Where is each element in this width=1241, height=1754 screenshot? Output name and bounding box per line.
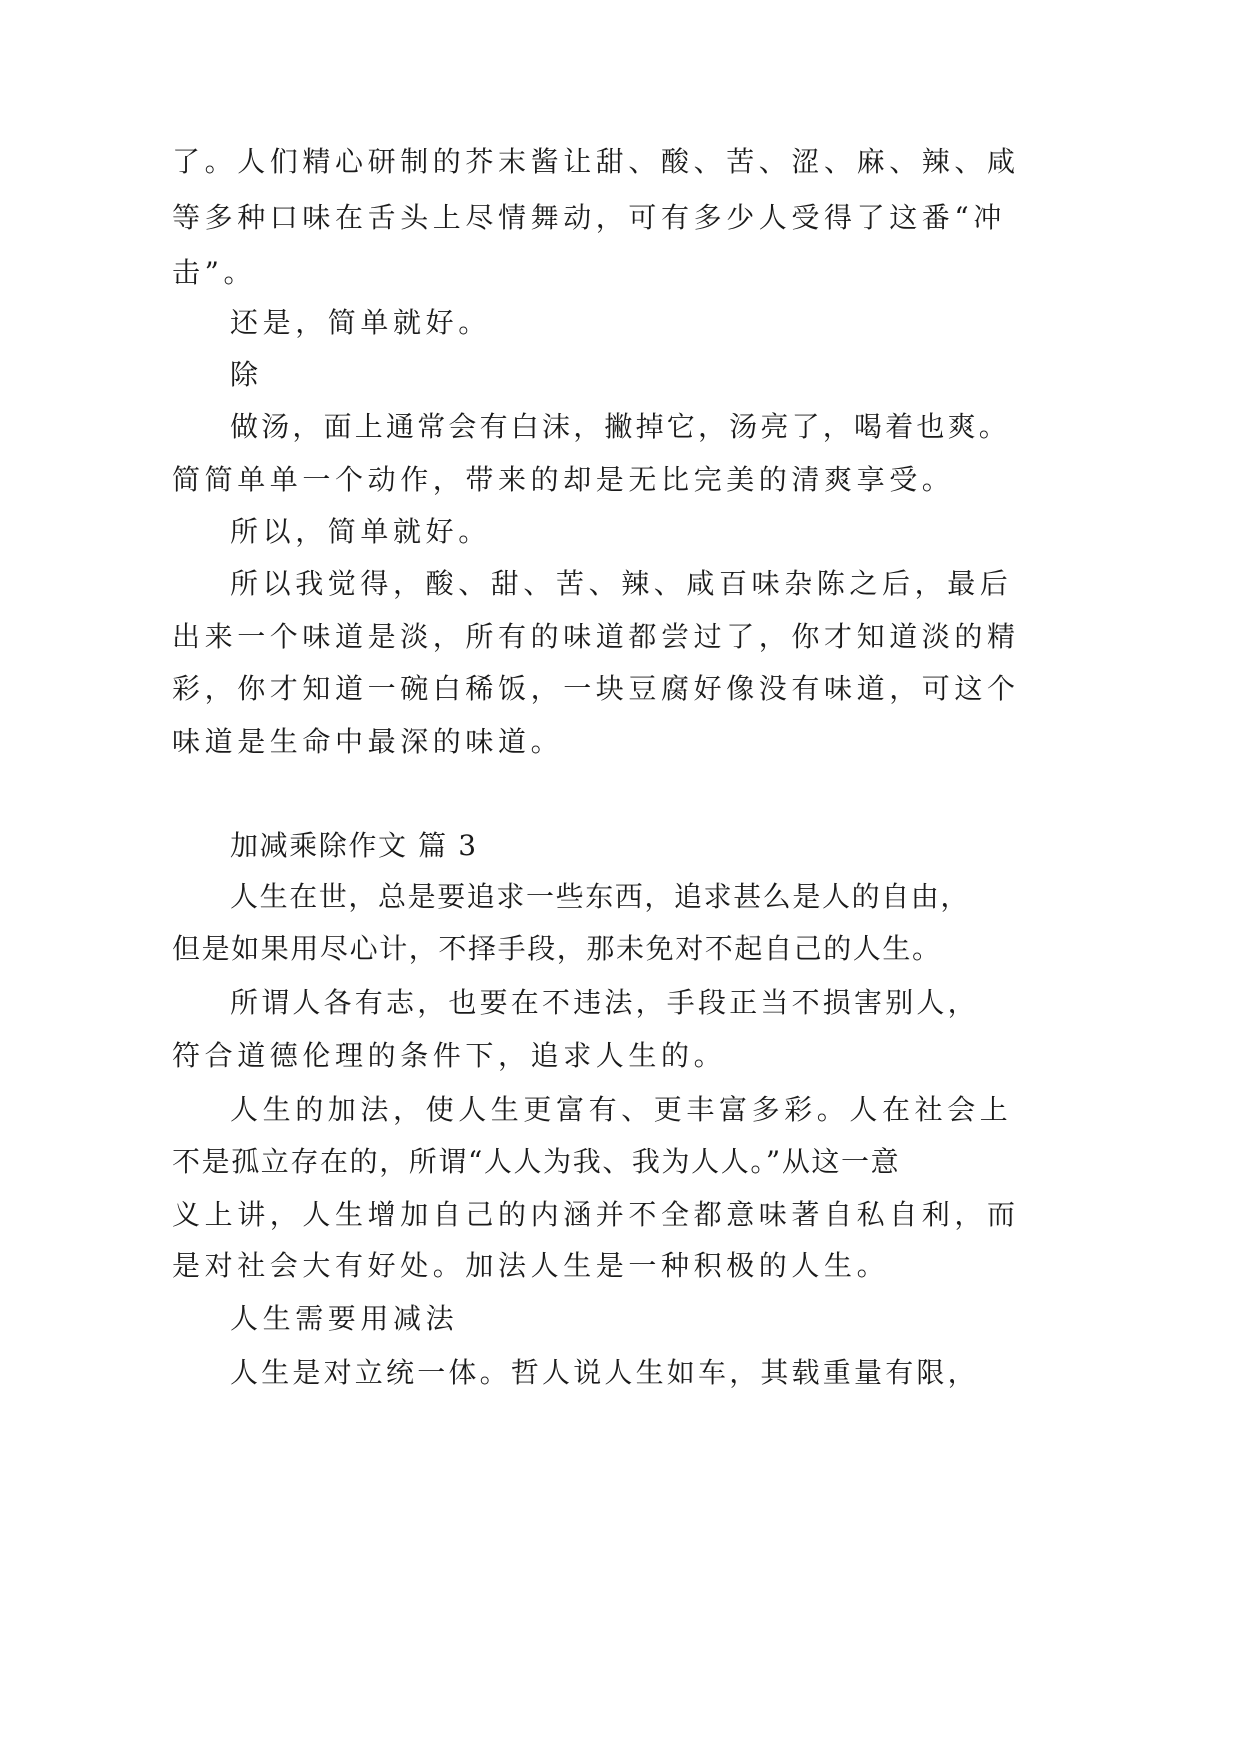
text-line: 人生的加法，使人生更富有、更丰富多彩。人在社会上 bbox=[230, 1093, 1013, 1126]
text-line: 不是孤立存在的，所谓“人人为我、我为人人。”从这一意 bbox=[172, 1145, 901, 1178]
text-line: 味道是生命中最深的味道。 bbox=[172, 725, 564, 758]
text-line: 义上讲，人生增加自己的内涵并不全都意味著自私自利，而 bbox=[172, 1198, 1020, 1231]
text-line: 人生是对立统一体。哲人说人生如车，其载重量有限， bbox=[230, 1356, 979, 1389]
text-line: 击”。 bbox=[172, 256, 257, 289]
text-line: 人生在世，总是要追求一些东西，追求甚么是人的自由， bbox=[230, 880, 971, 913]
text-line: 所以，简单就好。 bbox=[230, 515, 491, 548]
text-line: 除 bbox=[230, 358, 263, 391]
text-line: 等多种口味在舌头上尽情舞动，可有多少人受得了这番“冲 bbox=[172, 201, 1006, 234]
text-line: 出来一个味道是淡，所有的味道都尝过了，你才知道淡的精 bbox=[172, 620, 1020, 653]
text-line: 所以我觉得，酸、甜、苦、辣、咸百味杂陈之后，最后 bbox=[230, 567, 1013, 600]
text-line: 彩，你才知道一碗白稀饭，一块豆腐好像没有味道，可这个 bbox=[172, 672, 1020, 705]
text-line: 做汤，面上通常会有白沫，撇掉它，汤亮了，喝着也爽。 bbox=[230, 410, 1011, 443]
text-line: 是对社会大有好处。加法人生是一种积极的人生。 bbox=[172, 1249, 890, 1282]
text-line: 了。人们精心研制的芥末酱让甜、酸、苦、涩、麻、辣、咸 bbox=[172, 145, 1020, 178]
text-line: 所谓人各有志，也要在不违法，手段正当不损害别人， bbox=[230, 986, 979, 1019]
text-line: 简简单单一个动作，带来的却是无比完美的清爽享受。 bbox=[172, 463, 955, 496]
text-line: 人生需要用减法 bbox=[230, 1302, 459, 1335]
text-line: 符合道德伦理的条件下，追求人生的。 bbox=[172, 1039, 727, 1072]
section-heading: 加减乘除作文 篇 3 bbox=[230, 829, 478, 862]
text-line: 但是如果用尽心计，不择手段，那未免对不起自己的人生。 bbox=[172, 932, 942, 965]
text-line: 还是，简单就好。 bbox=[230, 306, 491, 339]
